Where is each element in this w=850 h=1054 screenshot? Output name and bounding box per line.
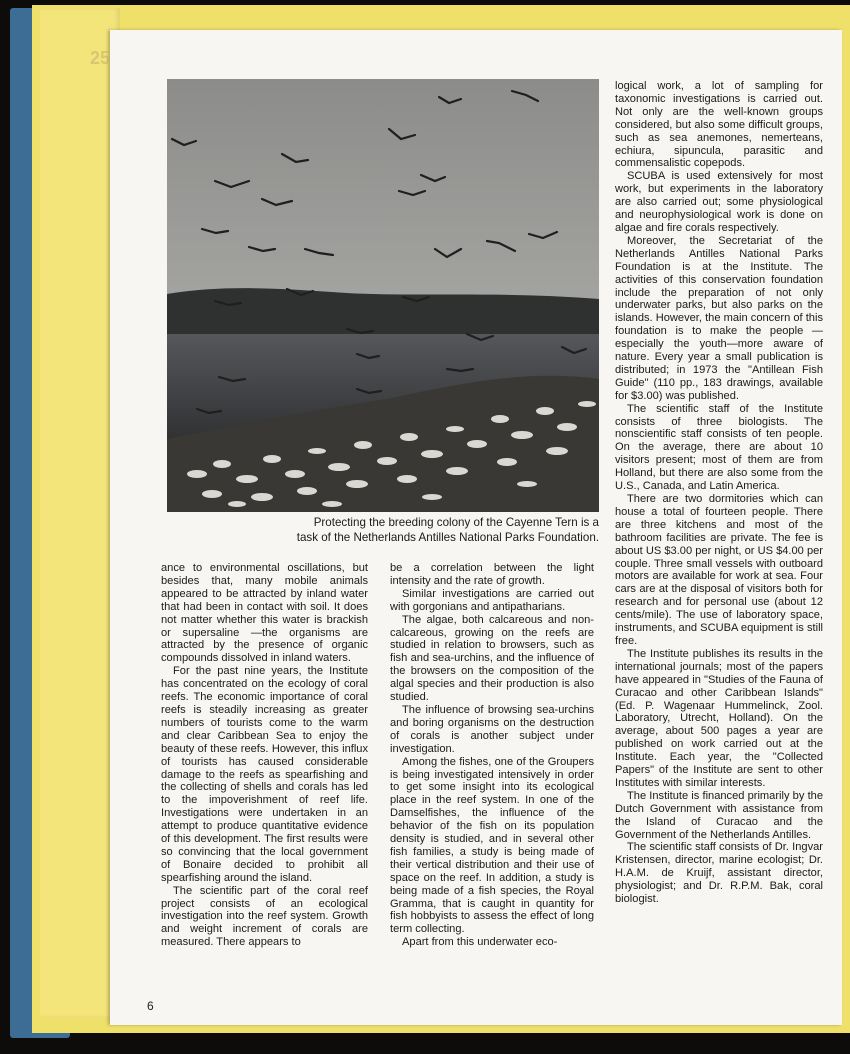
- paragraph: The scientific staff consists of Dr. Ingvar Kristensen, director, marine ecologist; Dr. H.A.M. de Kruijf, assistant director, physiologist; and Dr. R.P.M. Bak, coral biologist.: [615, 841, 823, 906]
- paragraph: The algae, both calcareous and non-calcareous, growing on the reefs are studied in relation to browsers, such as fish and sea-urchins, and the influence of the browsers on the composition of the algal species and their production is also studied.: [390, 613, 594, 704]
- photo-caption: [167, 515, 599, 545]
- paragraph: Moreover, the Secretariat of the Netherlands Antilles National Parks Foundation is at the Institute. The activities of this conservation foundation include the preparation of not only underwater parks, but also parks on the islands. However, the main concern of this foundation is to make the people — especially the youth—more aware of nature. Every year a small publication is distributed; in 1973 the "Antillean Fish Guide" (110 pp., 183 drawings, available for $3.00) was published.: [615, 234, 823, 402]
- paragraph: The scientific staff of the Institute consists of three biologists. The nonscientific staff consists of ten people. On the average, there are about 10 visitors present; most of them are from Holland, but there are also some from the U.S., Canada, and Latin America.: [615, 402, 823, 493]
- paragraph: Among the fishes, one of the Groupers is being investigated intensively in order to get some insight into its ecological place in the reef system. In one of the Damselfishes, the influence of the behavior of the fish on its population density is studied, and in several other fish families, a study is being made of their vertical distribution and their use of space on the reef. In addition, a study is being made of a fish species, the Royal Gramma, that is caught in quantity for fish hobbyists to assess the effect of long term collecting.: [390, 755, 594, 936]
- paragraph: For the past nine years, the Institute has concentrated on the ecology of coral reefs. The economic importance of coral reefs is steadily increasing as greater numbers of tourists come to the warm and clear Caribbean Sea to enjoy the beauty of these reefs. However, this influx of tourists has caused considerable damage to the reefs as spearfishing and the collecting of shells and corals has led to the impoverishment of reef life. Investigations were undertaken in an attempt to produce quantitative evidence of this development. The first results were so convincing that the local government of Bonaire decided to prohibit all spearfishing around the island.: [161, 665, 368, 884]
- paragraph: The Institute publishes its results in the international journals; most of the papers have appeared in "Studies of the Fauna of Curacao and other Caribbean Islands" (Ed. P. Wagenaar Hummelinck, Zool. Laboratory, Utrecht, Holland). On the average, about 500 pages a year are published on work carried out at the Institute. Each year, the "Collected Papers" of the Institute are sent to other Institutes with similar interests.: [615, 647, 823, 789]
- paragraph: The Institute is financed primarily by the Dutch Government with assistance from the Island of Curacao and the Government of the Netherlands Antilles.: [615, 789, 823, 841]
- caption-line-2: task of the Netherlands Antilles National Parks Foundation.: [296, 531, 599, 544]
- paragraph: ance to environmental oscillations, but besides that, many mobile animals appeared to be attracted by inland water that had been in contact with soil. It does not matter whether this water is brackish or supersaline —the organisms are attracted by the presence of organic compounds dissolved in inland waters.: [161, 562, 368, 665]
- seabird-colony-photo: [167, 79, 599, 512]
- bleed-through-mark: 25: [90, 48, 111, 68]
- photo-illustration: [167, 79, 599, 512]
- page-number: 6: [147, 999, 154, 1013]
- paragraph: The influence of browsing sea-urchins and boring organisms on the destruction of corals is another subject under investigation.: [390, 703, 594, 755]
- caption-line-1: Protecting the breeding colony of the Cayenne Tern is a: [313, 516, 599, 529]
- paragraph: logical work, a lot of sampling for taxonomic investigations is carried out. Not only are the well-known groups considered, but also some difficult groups, such as sea anemones, nemerteans, echiura, sipuncula, parasitic and commensalistic copepods.: [615, 80, 823, 170]
- text-column-3: [615, 80, 823, 906]
- paragraph: SCUBA is used extensively for most work, but experiments in the laboratory are also carried out; some physiological and neurophysiological work is done on algae and fire corals respectively.: [615, 170, 823, 234]
- paragraph: be a correlation between the light intensity and the rate of growth.: [390, 562, 594, 587]
- paragraph: Similar investigations are carried out with gorgonians and antipatharians.: [390, 587, 594, 613]
- folder-edge: [40, 8, 120, 1018]
- paragraph: There are two dormitories which can house a total of fourteen people. There are three kitchens and most of the bathroom facilities are private. The fee is about US $3.00 per night, or US $4.00 per couple. Three small vessels with outboard motors are available for work at sea. Four cars are at the disposal of visitors both for research and for personal use (about 12 cents/mile). The use of laboratory space, instruments, and SCUBA equipment is still free.: [615, 493, 823, 647]
- text-column-2: [390, 562, 594, 949]
- paragraph: Apart from this underwater eco-: [402, 936, 558, 949]
- text-column-1: [161, 562, 368, 949]
- paragraph: The scientific part of the coral reef project consists of an ecological investigation into the reef system. Growth and weight increment of corals are measured. There appears to: [161, 884, 368, 949]
